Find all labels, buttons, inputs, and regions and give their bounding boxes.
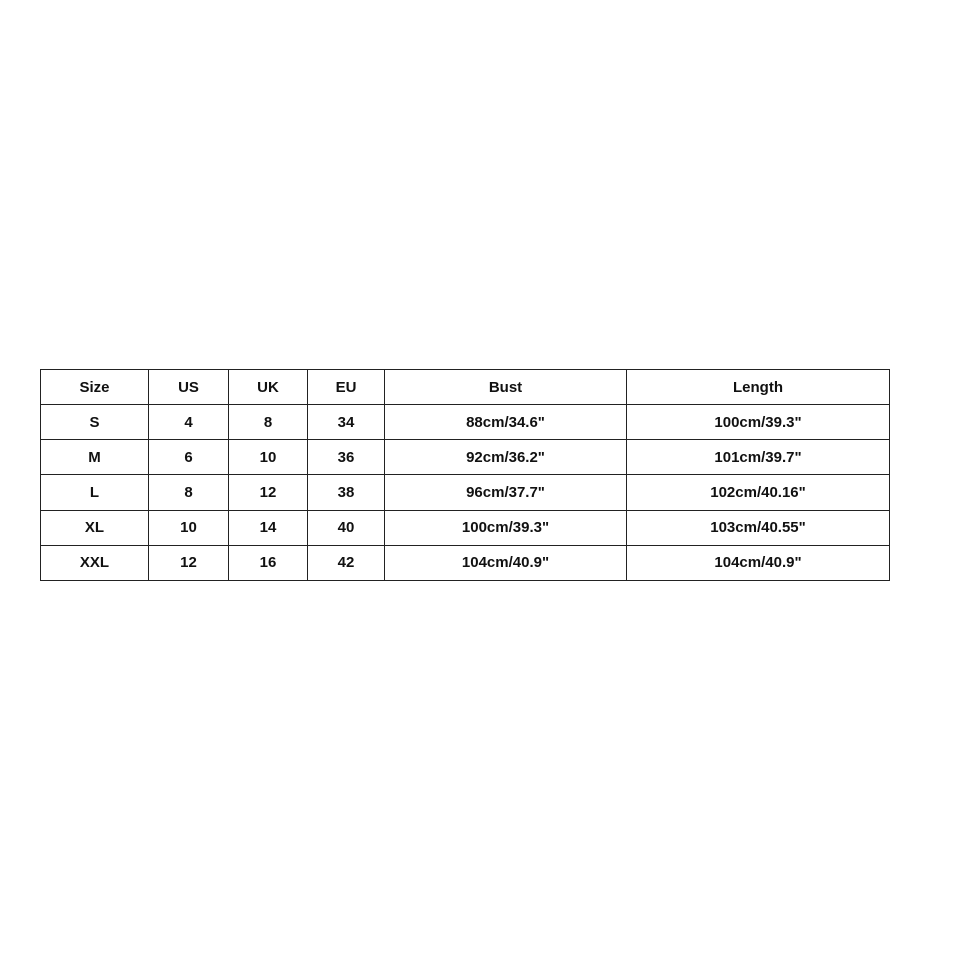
cell-length: 104cm/40.9" bbox=[627, 545, 890, 580]
table-header-row bbox=[41, 370, 890, 405]
table-row bbox=[41, 510, 890, 545]
cell-eu: 42 bbox=[308, 545, 385, 580]
cell-uk: 10 bbox=[229, 440, 308, 475]
cell-size: M bbox=[41, 440, 149, 475]
cell-eu: 40 bbox=[308, 510, 385, 545]
cell-length: 101cm/39.7" bbox=[627, 440, 890, 475]
cell-uk: 16 bbox=[229, 545, 308, 580]
cell-eu: 36 bbox=[308, 440, 385, 475]
cell-uk: 14 bbox=[229, 510, 308, 545]
cell-bust: 104cm/40.9" bbox=[385, 545, 627, 580]
table-row bbox=[41, 405, 890, 440]
cell-size: XL bbox=[41, 510, 149, 545]
cell-us: 8 bbox=[149, 475, 229, 510]
cell-eu: 38 bbox=[308, 475, 385, 510]
header-size: Size bbox=[41, 370, 149, 405]
table-row bbox=[41, 440, 890, 475]
cell-eu: 34 bbox=[308, 405, 385, 440]
table-row bbox=[41, 545, 890, 580]
header-us: US bbox=[149, 370, 229, 405]
table-row bbox=[41, 475, 890, 510]
cell-size: S bbox=[41, 405, 149, 440]
cell-us: 10 bbox=[149, 510, 229, 545]
cell-us: 6 bbox=[149, 440, 229, 475]
cell-us: 12 bbox=[149, 545, 229, 580]
cell-bust: 100cm/39.3" bbox=[385, 510, 627, 545]
size-chart-table bbox=[40, 369, 890, 581]
cell-length: 103cm/40.55" bbox=[627, 510, 890, 545]
cell-uk: 8 bbox=[229, 405, 308, 440]
cell-us: 4 bbox=[149, 405, 229, 440]
header-length: Length bbox=[627, 370, 890, 405]
cell-size: XXL bbox=[41, 545, 149, 580]
header-bust: Bust bbox=[385, 370, 627, 405]
cell-bust: 88cm/34.6" bbox=[385, 405, 627, 440]
header-uk: UK bbox=[229, 370, 308, 405]
cell-bust: 92cm/36.2" bbox=[385, 440, 627, 475]
cell-length: 100cm/39.3" bbox=[627, 405, 890, 440]
cell-size: L bbox=[41, 475, 149, 510]
cell-length: 102cm/40.16" bbox=[627, 475, 890, 510]
cell-uk: 12 bbox=[229, 475, 308, 510]
cell-bust: 96cm/37.7" bbox=[385, 475, 627, 510]
header-eu: EU bbox=[308, 370, 385, 405]
